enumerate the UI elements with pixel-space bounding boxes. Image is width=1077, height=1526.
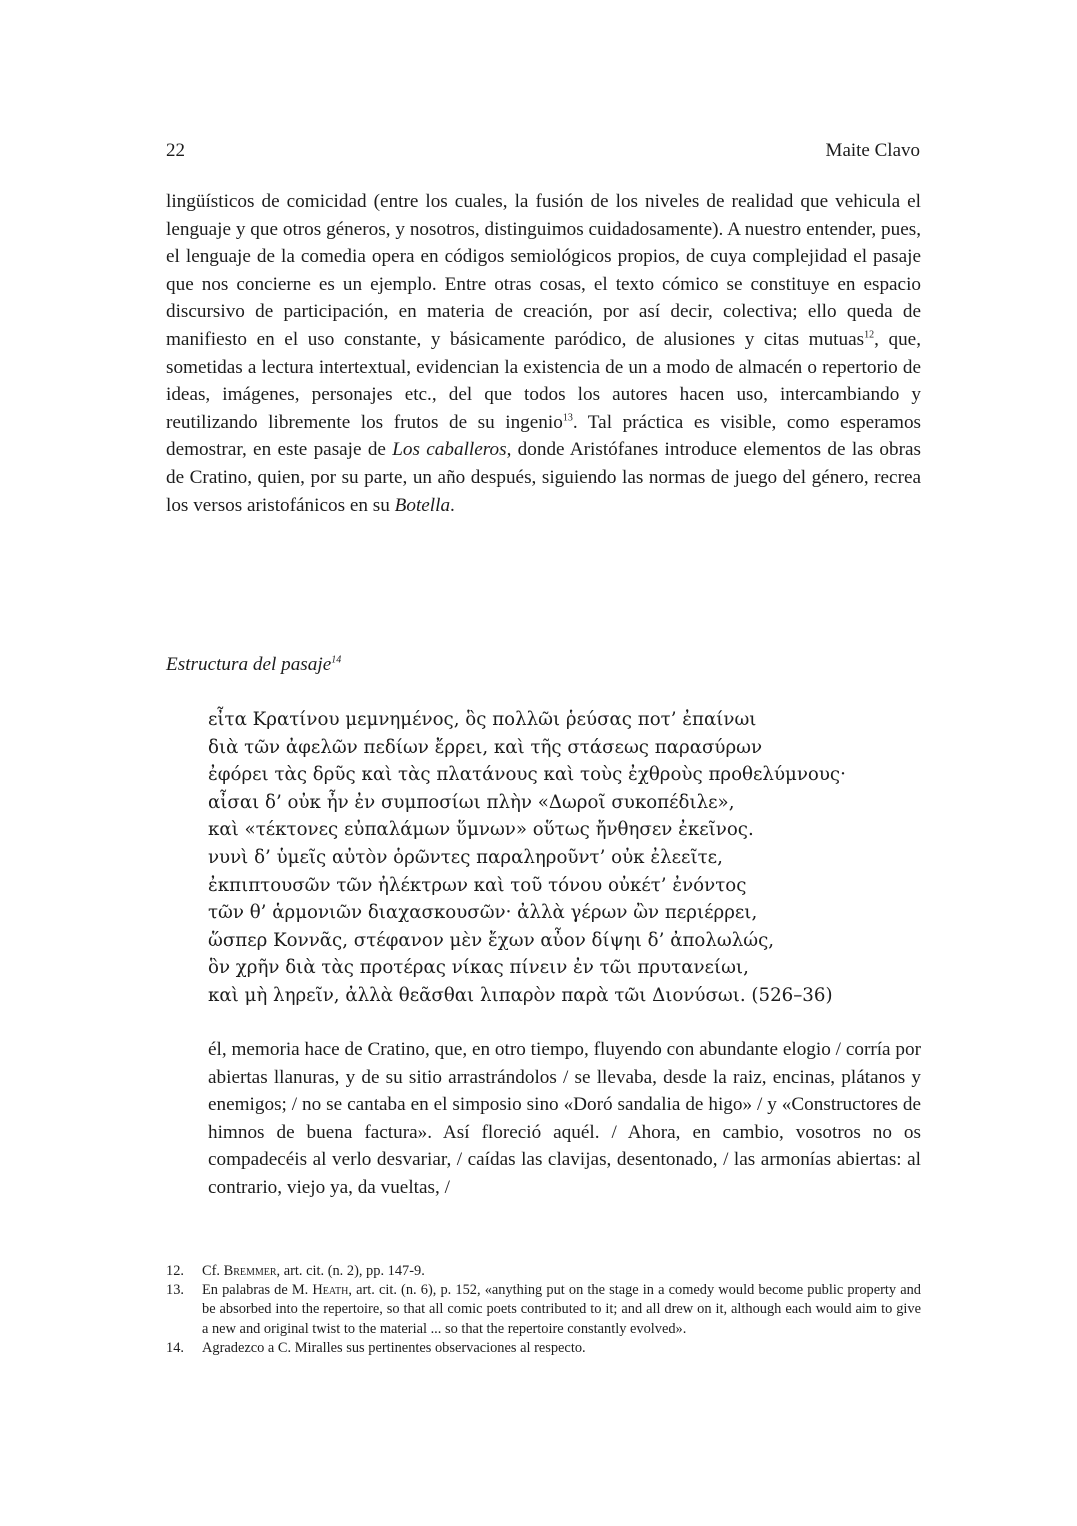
section-heading — [166, 654, 341, 676]
running-head: Maite Clavo — [825, 140, 920, 161]
greek-verse: τῶν θ’ ἁρμονιῶν διαχασκουσῶν· ἀλλὰ γέρων ὢν περιέρρει, — [208, 902, 758, 924]
greek-verse: εἶτα Κρατίνου μεμνημένος, ὃς πολλῶι ῥεύσας ποτ’ ἐπαίνωι — [208, 709, 757, 730]
greek-verse: νυνὶ δ’ ὑμεῖς αὐτὸν ὁρῶντες παραληροῦντ’ οὐκ ἐλεεῖτε, — [208, 846, 723, 868]
greek-verse: ὥσπερ Κοννᾶς, στέφανον μὲν ἔχων αὖον δίψηι δ’ ἀπολωλώς, — [208, 929, 775, 951]
body-text-part: . — [450, 494, 455, 516]
footnote-ref-12: 12 — [864, 329, 875, 341]
body-text-part: , que, sometidas a lectura intertextual, evidencian la existencia de un a modo de almacén o repertorio de ideas, imágenes, personajes etc., del que todos los autores hacen uso, intercambiando y reutilizando libremente los frutos de su ingenio — [166, 328, 921, 433]
footnote-number: 14. — [166, 1339, 184, 1356]
footnote-author: Heath — [312, 1282, 349, 1299]
greek-quotation — [208, 706, 846, 1010]
work-title-botella: Botella — [394, 494, 451, 516]
footnote-text: , art. cit. (n. 2), pp. 147-9. — [276, 1263, 425, 1279]
footnote-text: Cf. — [202, 1263, 224, 1279]
footnote-author: Bremmer — [223, 1263, 277, 1279]
spanish-translation: él, memoria hace de Cratino, que, en otro tiempo, fluyendo con abundante elogio / corría por abiertas llanuras, y de su sitio arrastrándolos / se llevaba, desde la raiz, encinas, plátanos y enemigos; / no se cantaba en el simposio sino «Doró sandalia de higo» / y «Constructores de himnos de buena factura». Así floreció aquél. / Ahora, en cambio, vosotros no os compadecéis al verlo desvariar, / caídas las clavijas, desentonado, / las armonías abiertas: al contrario, viejo ya, da vueltas, / — [208, 1039, 921, 1198]
page-number: 22 — [166, 140, 185, 161]
footnote-13 — [166, 1281, 921, 1339]
footnote-text: , art. cit. (n. 6), p. 152, «anything put on the stage in a comedy would become public property and be absorbed into the repertoire, so that all comic poets contributed to it; and all drew on it, although each would aim to give a new and original twist to the material ... so that the repertoire constantly evolved». — [202, 1282, 921, 1337]
section-heading-text: Estructura del pasaje — [166, 654, 332, 675]
footnote-14 — [166, 1339, 921, 1358]
body-text-part: , donde Aristófanes introduce elementos de las obras de Cratino, quien, por su parte, un año después, siguiendo las normas de juego del género, recrea los versos aristofánicos en su — [166, 439, 921, 516]
greek-verse: διὰ τῶν ἀφελῶν πεδίων ἔρρει, καὶ τῆς στάσεως παρασύρων — [208, 736, 763, 758]
footnote-number: 13. — [166, 1282, 184, 1299]
footnote-ref-14: 14 — [331, 654, 342, 666]
work-title-caballeros: Los caballeros — [392, 439, 507, 461]
footnote-text: En palabras de M. — [202, 1282, 313, 1299]
footnotes — [166, 1262, 921, 1358]
greek-verse: ὃν χρῆν διὰ τὰς προτέρας νίκας πίνειν ἐν τῶι πρυτανείωι, — [208, 957, 749, 979]
greek-verse: καὶ μὴ ληρεῖν, ἀλλὰ θεᾶσθαι λιπαρὸν παρὰ τῶι Διονύσωι. (526–36) — [208, 984, 833, 1006]
footnote-ref-13: 13 — [562, 412, 573, 424]
body-paragraph — [166, 188, 921, 519]
body-text-part: . Tal práctica es visible, como esperamos demostrar, en este pasaje de — [166, 411, 921, 461]
footnote-number: 12. — [166, 1263, 184, 1279]
greek-verse: ἐφόρει τὰς δρῦς καὶ τὰς πλατάνους καὶ τοὺς ἐχθροὺς προθελύμνους· — [208, 764, 846, 786]
greek-verse: ἐκπιπτουσῶν τῶν ἠλέκτρων καὶ τοῦ τόνου οὐκέτ’ ἐνόντος — [208, 874, 747, 896]
body-text-part: lingüísticos de comicidad (entre los cuales, la fusión de los niveles de realidad que vehicula el lenguaje y que otros géneros, y nosotros, distinguimos cuidadosamente). A nuestro entender, pues, el lenguaje de la comedia opera en códigos semiológicos propios, de cuya complejidad el pasaje que nos concierne es un ejemplo. Entre otras cosas, el texto cómico se constituye en espacio discursivo de participación, en materia de creación, por así decir, colectiva; ello queda de manifiesto en el uso constante, y básicamente paródico, de alusiones y citas mutuas — [166, 191, 921, 350]
footnote-text: Agradezco a C. Miralles sus pertinentes observaciones al respecto. — [202, 1339, 586, 1356]
greek-verse: αἶσαι δ’ οὐκ ἦν ἐν συμποσίωι πλὴν «Δωροῖ συκοπέδιλε», — [208, 791, 735, 813]
greek-verse: καὶ «τέκτονες εὐπαλάμων ὕμνων» οὕτως ἤνθησεν ἐκεῖνος. — [208, 819, 754, 841]
footnote-12 — [166, 1262, 921, 1281]
